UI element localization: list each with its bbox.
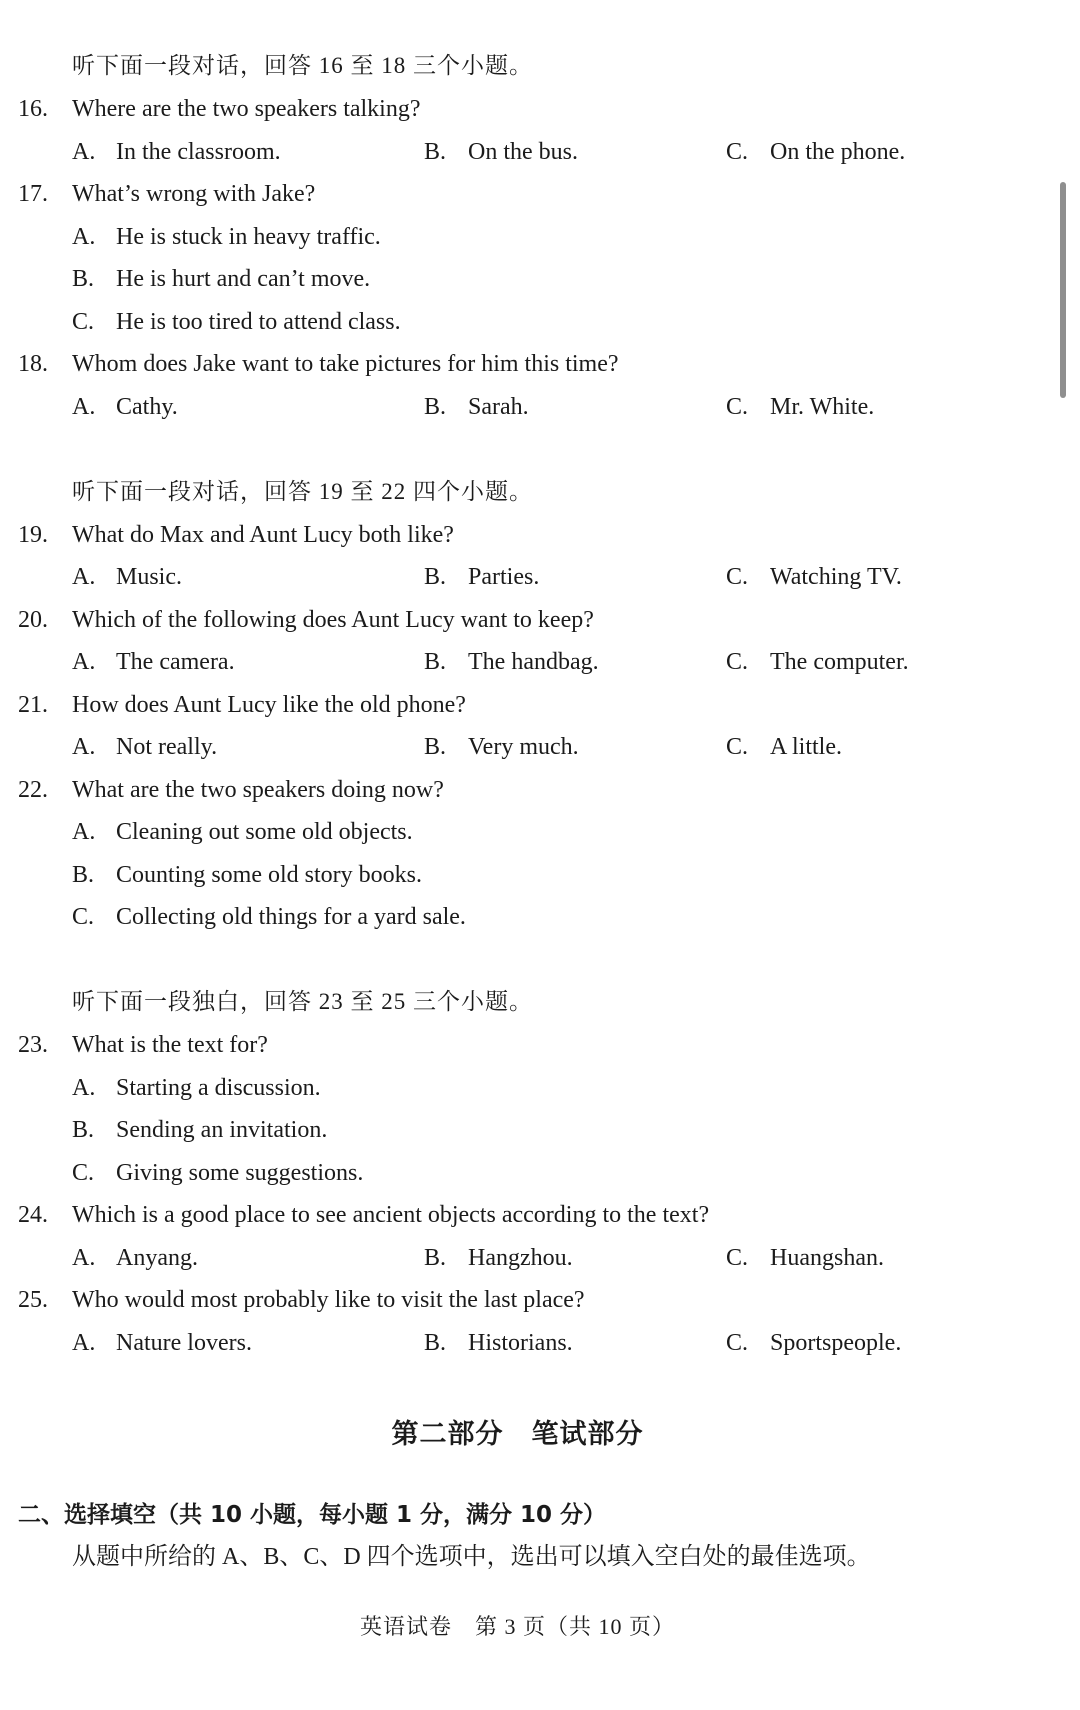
option-b: [424, 137, 578, 167]
option-c: [726, 1243, 884, 1273]
option-b: [424, 562, 539, 592]
question-number: 17.: [18, 181, 48, 207]
option-letter: C.: [726, 394, 749, 420]
option-a: [72, 392, 178, 422]
option-text: Very much.: [468, 734, 579, 760]
group-instruction: 听下面一段对话，回答 16 至 18 三个小题。: [72, 53, 533, 78]
option-c: [726, 137, 905, 167]
option-text: The computer.: [770, 649, 909, 675]
option-text: Hangzhou.: [468, 1245, 573, 1271]
option-text: Music.: [116, 564, 182, 590]
option-c: [72, 902, 466, 932]
question-number: 20.: [18, 607, 48, 633]
option-letter: A.: [72, 819, 96, 845]
question-number: 18.: [18, 351, 48, 377]
question-text: What’s wrong with Jake?: [72, 181, 316, 207]
option-text: He is hurt and can’t move.: [116, 266, 371, 292]
question-number: 19.: [18, 522, 48, 548]
option-c: [72, 1158, 363, 1188]
option-letter: B.: [424, 649, 447, 675]
option-letter: B.: [424, 1330, 447, 1356]
question-text: What is the text for?: [72, 1032, 268, 1058]
option-letter: A.: [72, 1075, 96, 1101]
question-text: Whom does Jake want to take pictures for him this time?: [72, 351, 619, 377]
option-letter: B.: [72, 266, 95, 292]
option-text: Mr. White.: [770, 394, 875, 420]
option-text: Not really.: [116, 734, 218, 760]
option-text: In the classroom.: [116, 139, 281, 165]
group-instruction: 听下面一段独白，回答 23 至 25 三个小题。: [72, 989, 533, 1014]
option-a: [72, 222, 381, 252]
option-a: [72, 562, 182, 592]
part-two-title: 第二部分 笔试部分: [391, 1419, 644, 1450]
option-text: Cathy.: [116, 394, 178, 420]
option-c: [726, 562, 902, 592]
option-a: [72, 1243, 198, 1273]
section-instruction: 从题中所给的 A、B、C、D 四个选项中，选出可以填入空白处的最佳选项。: [72, 1544, 871, 1570]
option-text: Parties.: [468, 564, 540, 590]
option-text: Sending an invitation.: [116, 1117, 328, 1143]
option-text: On the bus.: [468, 139, 578, 165]
question-number: 22.: [18, 777, 48, 803]
option-b: [424, 647, 599, 677]
option-text: Anyang.: [116, 1245, 198, 1271]
question-number: 24.: [18, 1202, 48, 1228]
option-a: [72, 1328, 252, 1358]
option-letter: B.: [72, 862, 95, 888]
question-number: 21.: [18, 692, 48, 718]
question-text: Who would most probably like to visit the last place?: [72, 1287, 585, 1313]
option-letter: C.: [726, 139, 749, 165]
option-text: Giving some suggestions.: [116, 1160, 364, 1186]
option-letter: A.: [72, 1330, 96, 1356]
option-text: Sportspeople.: [770, 1330, 902, 1356]
option-text: The camera.: [116, 649, 235, 675]
section-heading: 二、选择填空（共 10 小题，每小题 1 分，满分 10 分）: [18, 1502, 607, 1528]
option-text: Sarah.: [468, 394, 529, 420]
option-letter: B.: [424, 139, 447, 165]
question-number: 25.: [18, 1287, 48, 1313]
option-letter: B.: [424, 564, 447, 590]
option-b: [424, 1243, 573, 1273]
option-a: [72, 817, 413, 847]
option-c: [72, 307, 401, 337]
option-text: The handbag.: [468, 649, 599, 675]
option-letter: C.: [72, 904, 95, 930]
question-text: Which is a good place to see ancient objects according to the text?: [72, 1202, 710, 1228]
option-c: [726, 732, 842, 762]
option-a: [72, 732, 217, 762]
option-text: Starting a discussion.: [116, 1075, 321, 1101]
option-text: He is too tired to attend class.: [116, 309, 401, 335]
option-letter: C.: [72, 1160, 95, 1186]
option-letter: A.: [72, 139, 96, 165]
option-c: [726, 647, 909, 677]
option-text: Nature lovers.: [116, 1330, 252, 1356]
option-c: [726, 392, 874, 422]
question-number: 16.: [18, 96, 48, 122]
option-b: [72, 264, 370, 294]
option-letter: A.: [72, 649, 96, 675]
option-letter: C.: [726, 1245, 749, 1271]
option-text: Huangshan.: [770, 1245, 884, 1271]
question-text: Where are the two speakers talking?: [72, 96, 421, 122]
question-text: What are the two speakers doing now?: [72, 777, 444, 803]
option-letter: C.: [726, 564, 749, 590]
option-text: Collecting old things for a yard sale.: [116, 904, 466, 930]
option-b: [424, 392, 529, 422]
option-text: Watching TV.: [770, 564, 902, 590]
option-letter: C.: [72, 309, 95, 335]
group-instruction: 听下面一段对话，回答 19 至 22 四个小题。: [72, 479, 533, 504]
option-letter: A.: [72, 564, 96, 590]
option-letter: B.: [424, 394, 447, 420]
option-letter: A.: [72, 394, 96, 420]
page-footer: 英语试卷 第 3 页（共 10 页）: [359, 1614, 675, 1639]
question-text: How does Aunt Lucy like the old phone?: [72, 692, 466, 718]
option-a: [72, 647, 235, 677]
option-letter: A.: [72, 734, 96, 760]
option-text: Counting some old story books.: [116, 862, 423, 888]
option-text: A little.: [770, 734, 842, 760]
option-letter: B.: [424, 734, 447, 760]
option-letter: B.: [424, 1245, 447, 1271]
option-text: On the phone.: [770, 139, 906, 165]
option-letter: C.: [726, 734, 749, 760]
question-text: What do Max and Aunt Lucy both like?: [72, 522, 454, 548]
option-letter: B.: [72, 1117, 95, 1143]
option-a: [72, 137, 281, 167]
question-number: 23.: [18, 1032, 48, 1058]
option-letter: A.: [72, 224, 96, 250]
option-b: [424, 732, 579, 762]
option-letter: C.: [726, 649, 749, 675]
option-letter: A.: [72, 1245, 96, 1271]
option-b: [424, 1328, 573, 1358]
question-text: Which of the following does Aunt Lucy want to keep?: [72, 607, 594, 633]
option-a: [72, 1073, 321, 1103]
option-text: He is stuck in heavy traffic.: [116, 224, 381, 250]
option-c: [726, 1328, 901, 1358]
option-text: Historians.: [468, 1330, 573, 1356]
option-b: [72, 1115, 327, 1145]
option-letter: C.: [726, 1330, 749, 1356]
scrollbar-thumb[interactable]: [1060, 182, 1066, 398]
option-text: Cleaning out some old objects.: [116, 819, 413, 845]
option-b: [72, 860, 422, 890]
